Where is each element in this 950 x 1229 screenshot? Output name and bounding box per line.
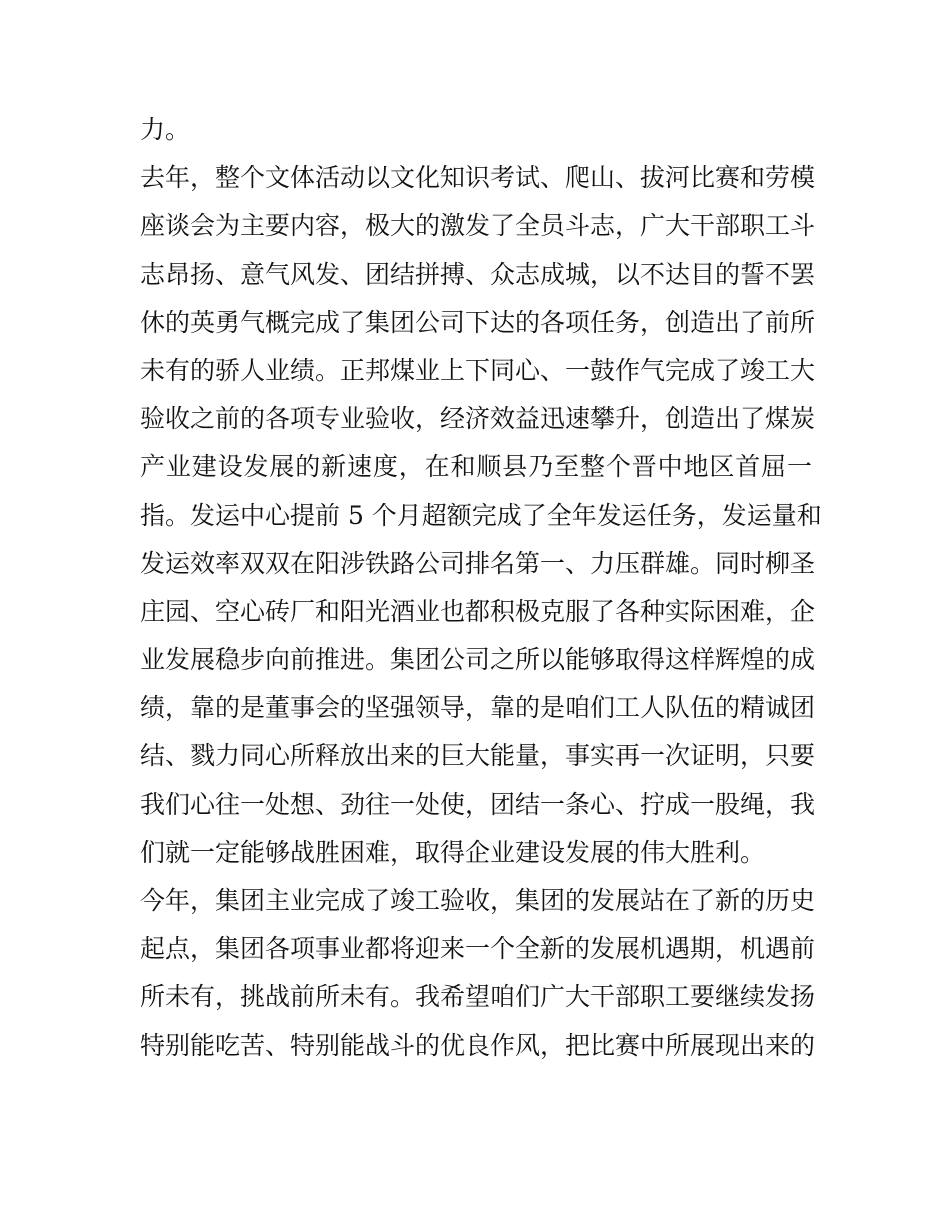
text-line: 产业建设发展的新速度，在和顺县乃至整个晋中地区首屈一 [140,452,812,482]
text-line: 今年，集团主业完成了竣工验收，集团的发展站在了新的历史 [140,886,816,915]
text-line: 我们心往一处想、劲往一处使，团结一条心、拧成一股绳，我 [140,789,816,819]
text-line: 庄园、空心砖厂和阳光酒业也都积极克服了各种实际困难，企 [140,596,816,626]
text-line: 所未有，挑战前所未有。我希望咱们广大干部职工要继续发扬 [140,982,816,1012]
text-line: 发运效率双双在阳涉铁路公司排名第一、力压群雄。同时柳圣 [140,548,816,578]
text-line: 验收之前的各项专业验收，经济效益迅速攀升，创造出了煤炭 [140,404,816,434]
text-line-paragraph-end: 们就一定能够战胜困难，取得企业建设发展的伟大胜利。 [140,837,766,867]
text-line: 座谈会为主要内容，极大的激发了全员斗志，广大干部职工斗 [140,211,816,241]
text-line: 未有的骄人业绩。正邦煤业上下同心、一鼓作气完成了竣工大 [140,355,816,385]
text-line: 特别能吃苦、特别能战斗的优良作风，把比赛中所展现出来的 [140,1030,816,1060]
text-line: 休的英勇气概完成了集团公司下达的各项任务，创造出了前所 [140,307,816,337]
text-line: 志昂扬、意气风发、团结拼搏、众志成城，以不达目的誓不罢 [140,259,816,289]
text-line: 去年，整个文体活动以文化知识考试、爬山、拔河比赛和劳模 [140,163,816,193]
text-line: 起点，集团各项事业都将迎来一个全新的发展机遇期，机遇前 [140,934,816,964]
text-line: 结、戮力同心所释放出来的巨大能量，事实再一次证明，只要 [140,741,816,771]
document-body [140,106,822,1070]
text-line: 业发展稳步向前推进。集团公司之所以能够取得这样辉煌的成 [140,645,816,675]
text-line-paragraph-end: 力。 [140,115,191,144]
text-line: 指。发运中心提前 5 个月超额完成了全年发运任务，发运量和 [140,500,822,530]
text-line: 绩，靠的是董事会的坚强领导，靠的是咱们工人队伍的精诚团 [140,693,816,723]
